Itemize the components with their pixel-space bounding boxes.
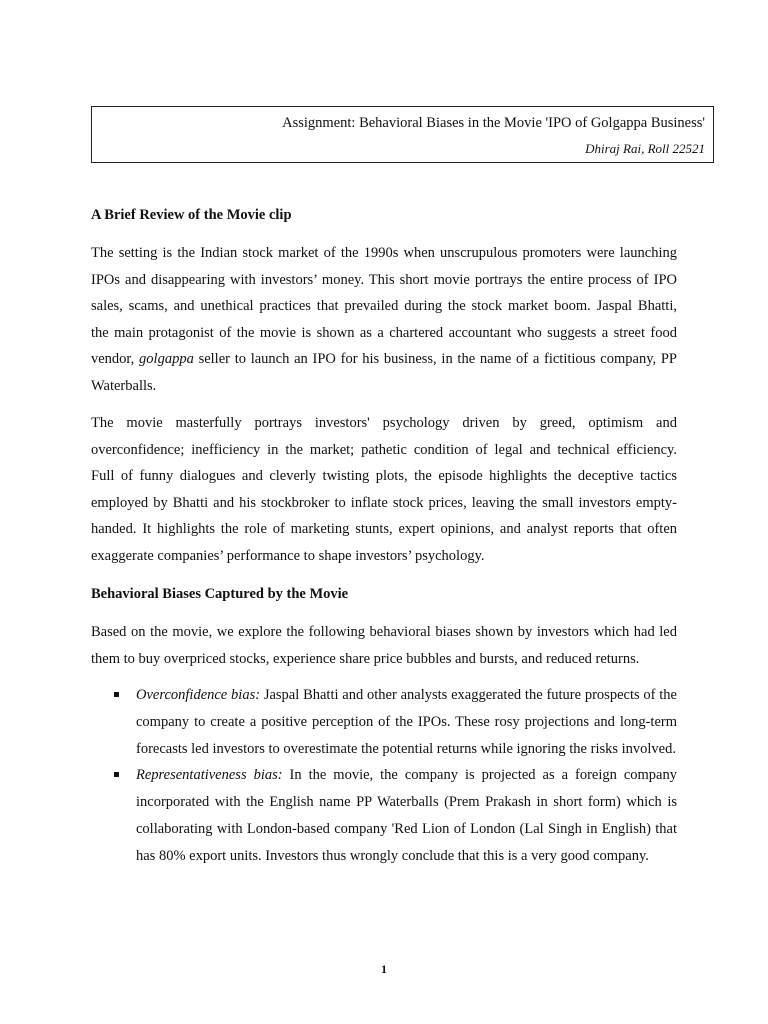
review-paragraph-1 <box>91 240 677 400</box>
text-line: sales, scams, and unethical practices that prevailed during the stock market boom. Jaspal Bhatti, <box>91 298 677 315</box>
assignment-title: Assignment: Behavioral Biases in the Movie 'IPO of Golgappa Business' <box>282 115 705 131</box>
text-line <box>91 346 677 373</box>
square-bullet-icon <box>114 772 119 777</box>
bias-description: Jaspal Bhatti and other analysts exaggerated the future prospects of the company to create a positive perception of the IPOs. These rosy projections and long-term forecasts led investors to overestimate the potential returns while ignoring the risks involved. <box>136 687 677 757</box>
section-heading-review: A Brief Review of the Movie clip <box>91 207 292 223</box>
author-line: Dhiraj Rai, Roll 22521 <box>585 141 705 156</box>
review-paragraph-2 <box>91 410 677 570</box>
bias-label: Overconfidence bias: <box>136 687 261 703</box>
golgappa-emphasis: golgappa <box>139 351 194 368</box>
text-line: handed. It highlights the role of marketing stunts, expert opinions, and analyst reports that often <box>91 521 677 538</box>
bias-label: Representativeness bias: <box>136 767 283 784</box>
text-line: Full of funny dialogues and cleverly twisting plots, the episode highlights the deceptive tactics <box>91 468 677 485</box>
text-line: Waterballs. <box>91 377 157 394</box>
text-line: overconfidence; inefficiency in the market; pathetic condition of legal and technical efficiency. <box>91 441 677 458</box>
bias-description: In the movie, the company is projected as a foreign company incorporated with the English name PP Waterballs (Prem Prakash in short form) which is collaborating with London-based company 'Red Lion of London (Lal Singh in English) that has 80% export units. Investors thus wrongly conclude that this is a very good company. <box>136 767 677 864</box>
biases-intro-paragraph <box>91 619 677 672</box>
text-line: the main protagonist of the movie is shown as a chartered accountant who suggests a street food <box>91 324 677 341</box>
text-span: seller to launch an IPO for his business, in the name of a fictitious company, PP <box>193 351 677 368</box>
list-item <box>91 762 677 869</box>
section-heading-biases: Behavioral Biases Captured by the Movie <box>91 586 349 602</box>
assignment-header-box <box>91 106 714 163</box>
list-item <box>91 682 677 762</box>
text-line: Based on the movie, we explore the following behavioral biases shown by investors which had led <box>91 624 677 640</box>
text-span: vendor, <box>91 351 140 368</box>
text-line: The movie masterfully portrays investors' psychology driven by greed, optimism and <box>91 415 677 431</box>
page-number: 1 <box>381 962 387 976</box>
bias-list <box>91 682 677 870</box>
text-line: The setting is the Indian stock market of the 1990s when unscrupulous promoters were launching <box>91 245 677 261</box>
text-line: employed by Bhatti and his stockbroker to inflate stock prices, leaving the small investors empty- <box>91 494 677 511</box>
text-line: them to buy overpriced stocks, experience share price bubbles and bursts, and reduced returns. <box>91 650 640 667</box>
text-line: exaggerate companies’ performance to shape investors’ psychology. <box>91 547 485 564</box>
square-bullet-icon <box>114 692 119 697</box>
text-line: IPOs and disappearing with investors’ money. This short movie portrays the entire process of IPO <box>91 271 677 288</box>
